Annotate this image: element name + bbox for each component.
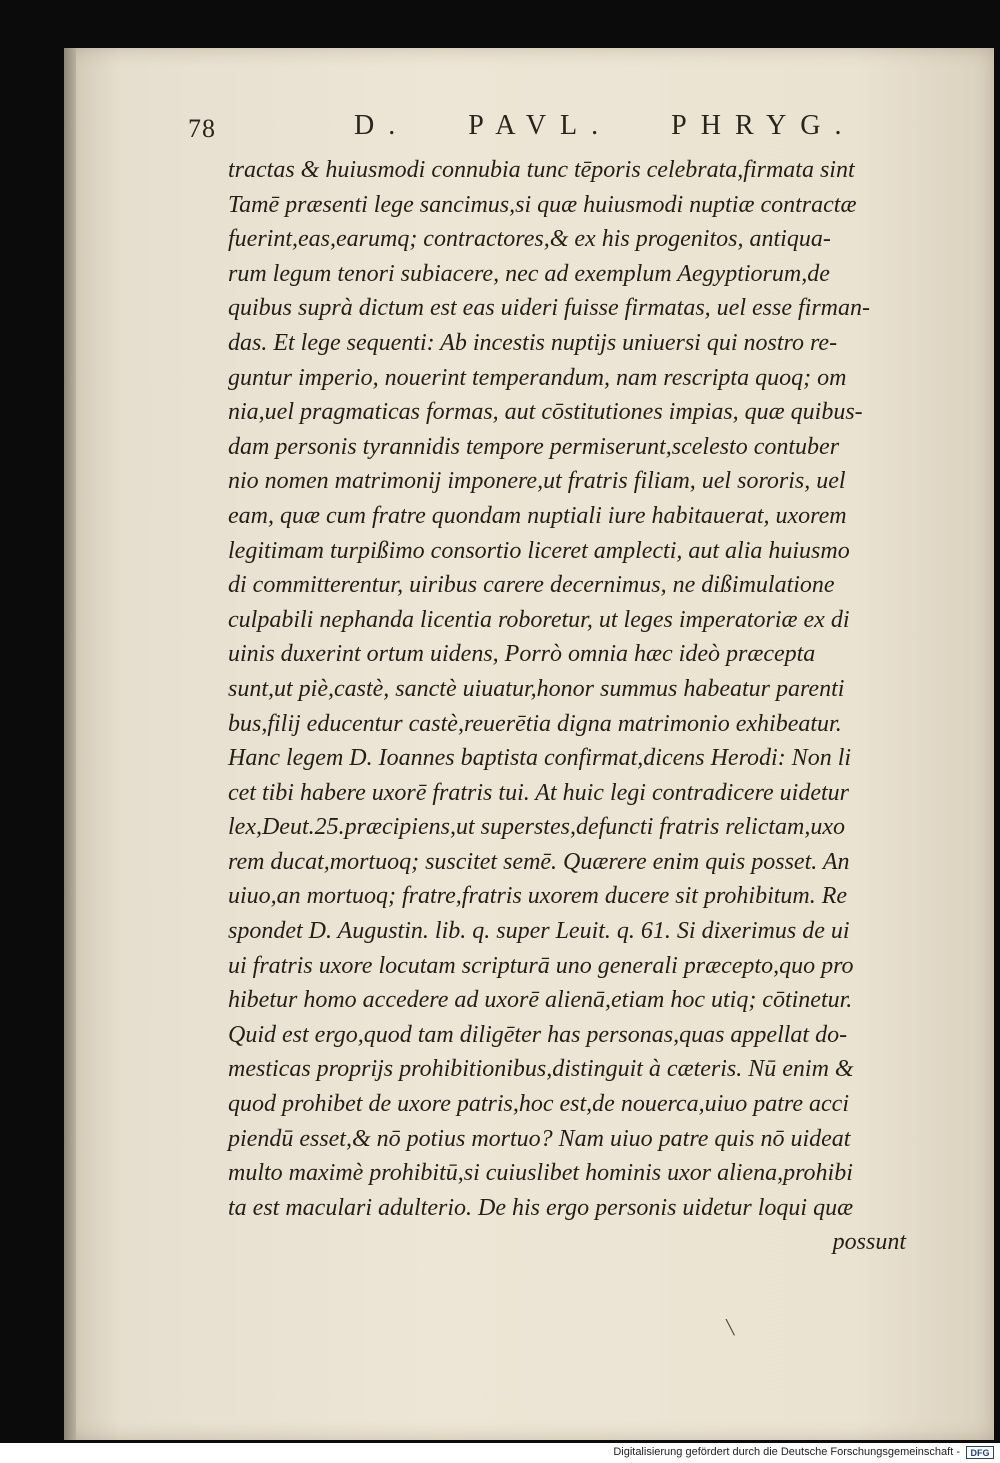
page-gutter-edge [64, 48, 76, 1440]
text-line: sunt,ut piè,castè, sanctè uiuatur,honor summus habeatur parenti [228, 675, 845, 702]
text-line: ui fratris uxore locutam scripturā uno generali præcepto,quo pro [228, 952, 854, 979]
text-line: nio nomen matrimonij imponere,ut fratris filiam, uel sororis, uel [228, 468, 846, 495]
text-line: quod prohibet de uxore patris,hoc est,de nouerca,uiuo patre acci [228, 1091, 849, 1118]
text-line: tractas & huiusmodi connubia tunc tēporis celebrata,firmata sint [228, 157, 855, 183]
text-line: hibetur homo accedere ad uxorē alienā,etiam hoc utiq; cōtinetur. [228, 987, 853, 1014]
text-line: nia,uel pragmaticas formas, aut cōstitutiones impias, quæ quibus- [228, 399, 863, 426]
running-head [188, 108, 856, 148]
text-line: bus,filij educentur castè,reuerētia digna matrimonio exhibeatur. [228, 710, 842, 737]
text-line: cet tibi habere uxorē fratris tui. At huic legi contradicere uidetur [228, 779, 849, 806]
text-line: das. Et lege sequenti: Ab incestis nuptijs uniuersi qui nostro re- [228, 329, 838, 356]
body-text [228, 153, 918, 1260]
page-number: 78 [188, 114, 216, 143]
catchword: possunt [832, 1229, 906, 1256]
text-line: mesticas proprijs prohibitionibus,distinguit à cæteris. Nū enim & [228, 1056, 854, 1083]
text-line: quibus suprà dictum est eas uideri fuisse firmatas, uel esse firman- [228, 295, 870, 322]
text-line: legitimam turpißimo consortio liceret amplecti, aut alia huiusmo [228, 537, 850, 564]
dfg-logo: DFG [966, 1446, 994, 1459]
text-line: spondet D. Augustin. lib. q. super Leuit. q. 61. Si dixerimus de ui [228, 918, 850, 945]
text-line: guntur imperio, nouerint temperandum, nam rescripta quoq; om [228, 364, 847, 391]
text-line: multo maximè prohibitū,si cuiuslibet hominis uxor aliena,prohibi [228, 1160, 853, 1187]
digitization-footer [0, 1443, 1000, 1463]
text-line: lex,Deut.25.præcipiens,ut superstes,defuncti fratris relictam,uxo [228, 814, 846, 841]
text-line: eam, quæ cum fratre quondam nuptiali iure habitauerat, uxorem [228, 502, 847, 529]
text-line: rem ducat,mortuoq; suscitet semē. Quærere enim quis posset. An [228, 848, 850, 875]
text-line: uiuo,an mortuoq; fratre,fratris uxorem ducere sit prohibitum. Re [228, 883, 848, 910]
running-title: D. PAVL. PHRYG. [354, 110, 856, 141]
text-line: Tamē præsenti lege sancimus,si quæ huiusmodi nuptiæ contractæ [228, 191, 857, 218]
text-line: culpabili nephanda licentia roboretur, ut leges imperatoriæ ex di [228, 606, 850, 633]
text-line: di committerentur, uiribus carere decernimus, ne dißimulatione [228, 572, 835, 599]
text-line: dam personis tyrannidis tempore permiserunt,scelesto contuber [228, 433, 840, 460]
text-line: Quid est ergo,quod tam diligēter has personas,quas appellat do- [228, 1021, 848, 1048]
text-line: Hanc legem D. Ioannes baptista confirmat,dicens Herodi: Non li [228, 745, 852, 772]
text-line: piendū esset,& nō potius mortuo? Nam uiuo patre quis nō uideat [228, 1125, 851, 1152]
text-line: fuerint,eas,earumq; contractores,& ex his progenitos, antiqua- [228, 226, 831, 253]
ink-speck: ╲ [726, 1321, 735, 1336]
text-line: ta est maculari adulterio. De his ergo personis uidetur loqui quæ [228, 1194, 854, 1221]
text-line: rum legum tenori subiacere, nec ad exemplum Aegyptiorum,de [228, 260, 830, 287]
funding-credit: Digitalisierung gefördert durch die Deutsche Forschungsgemeinschaft - [613, 1446, 960, 1458]
text-line: uinis duxerint ortum uidens, Porrò omnia hæc ideò præcepta [228, 641, 816, 668]
